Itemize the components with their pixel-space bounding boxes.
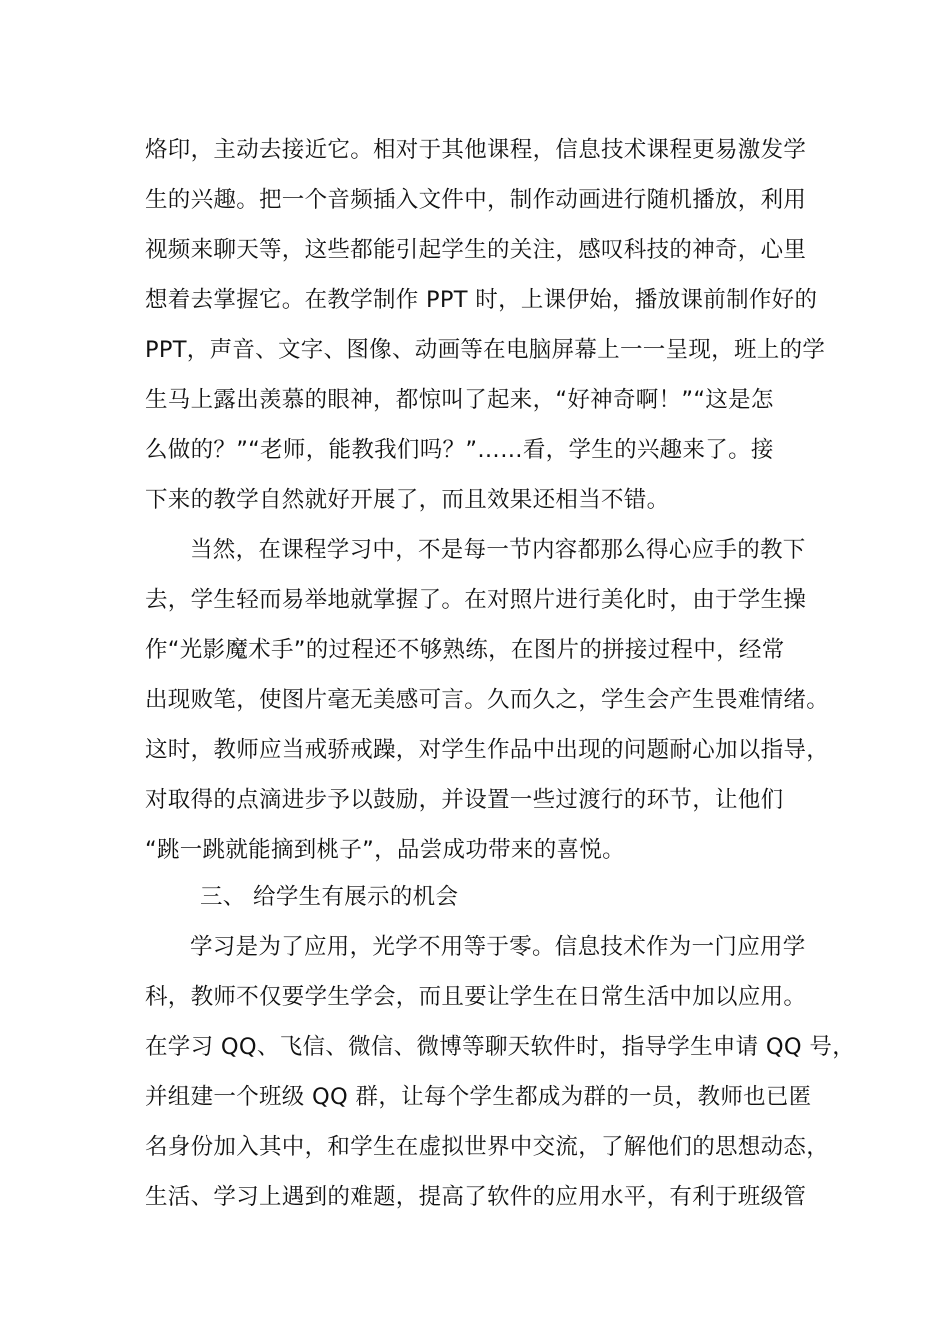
text-line: 下来的教学自然就好开展了，而且效果还相当不错。	[145, 487, 670, 513]
text-line: 作“光影魔术手”的过程还不够熟练，在图片的拼接过程中，经常	[145, 637, 785, 663]
text-line: 视频来聊天等，这些都能引起学生的关注，感叹科技的神奇，心里	[145, 237, 807, 263]
text-line: 这时，教师应当戒骄戒躁，对学生作品中出现的问题耐心加以指导，	[145, 737, 830, 763]
text-line: 烙印，主动去接近它。相对于其他课程，信息技术课程更易激发学	[145, 137, 807, 163]
text-line: 对取得的点滴进步予以鼓励，并设置一些过渡行的环节，让他们	[145, 787, 784, 813]
text-line: 在学习 QQ、飞信、微信、微博等聊天软件时，指导学生申请 QQ 号，	[145, 1034, 855, 1060]
text-line: 生马上露出羡慕的眼神，都惊叫了起来，“好神奇啊！”“这是怎	[145, 387, 774, 413]
text-line: 生活、学习上遇到的难题，提高了软件的应用水平，有利于班级管	[145, 1184, 807, 1210]
text-line: 去，学生轻而易举地就掌握了。在对照片进行美化时，由于学生操	[145, 587, 807, 613]
text-line: 么做的？”“老师，能教我们吗？”……看，学生的兴趣来了。接	[145, 437, 774, 463]
text-line: PPT，声音、文字、图像、动画等在电脑屏幕上一一呈现，班上的学	[145, 337, 826, 363]
text-line: 并组建一个班级 QQ 群，让每个学生都成为群的一员，教师也已匿	[145, 1084, 812, 1110]
text-line: 科，教师不仅要学生学会，而且要让学生在日常生活中加以应用。	[145, 984, 807, 1010]
text-line: 出现败笔，使图片毫无美感可言。久而久之，学生会产生畏难情绪。	[145, 687, 830, 713]
text-line: 生的兴趣。把一个音频插入文件中，制作动画进行随机播放，利用	[145, 187, 807, 213]
text-line: 当然，在课程学习中，不是每一节内容都那么得心应手的教下	[190, 537, 806, 563]
text-line: “跳一跳就能摘到桃子”，品尝成功带来的喜悦。	[145, 837, 625, 863]
text-line: 学习是为了应用，光学不用等于零。信息技术作为一门应用学	[190, 934, 806, 960]
section-heading: 三、 给学生有展示的机会	[200, 884, 459, 910]
text-line: 想着去掌握它。在教学制作 PPT 时，上课伊始，播放课前制作好的	[145, 287, 818, 313]
text-line: 名身份加入其中，和学生在虚拟世界中交流，了解他们的思想动态，	[145, 1134, 830, 1160]
